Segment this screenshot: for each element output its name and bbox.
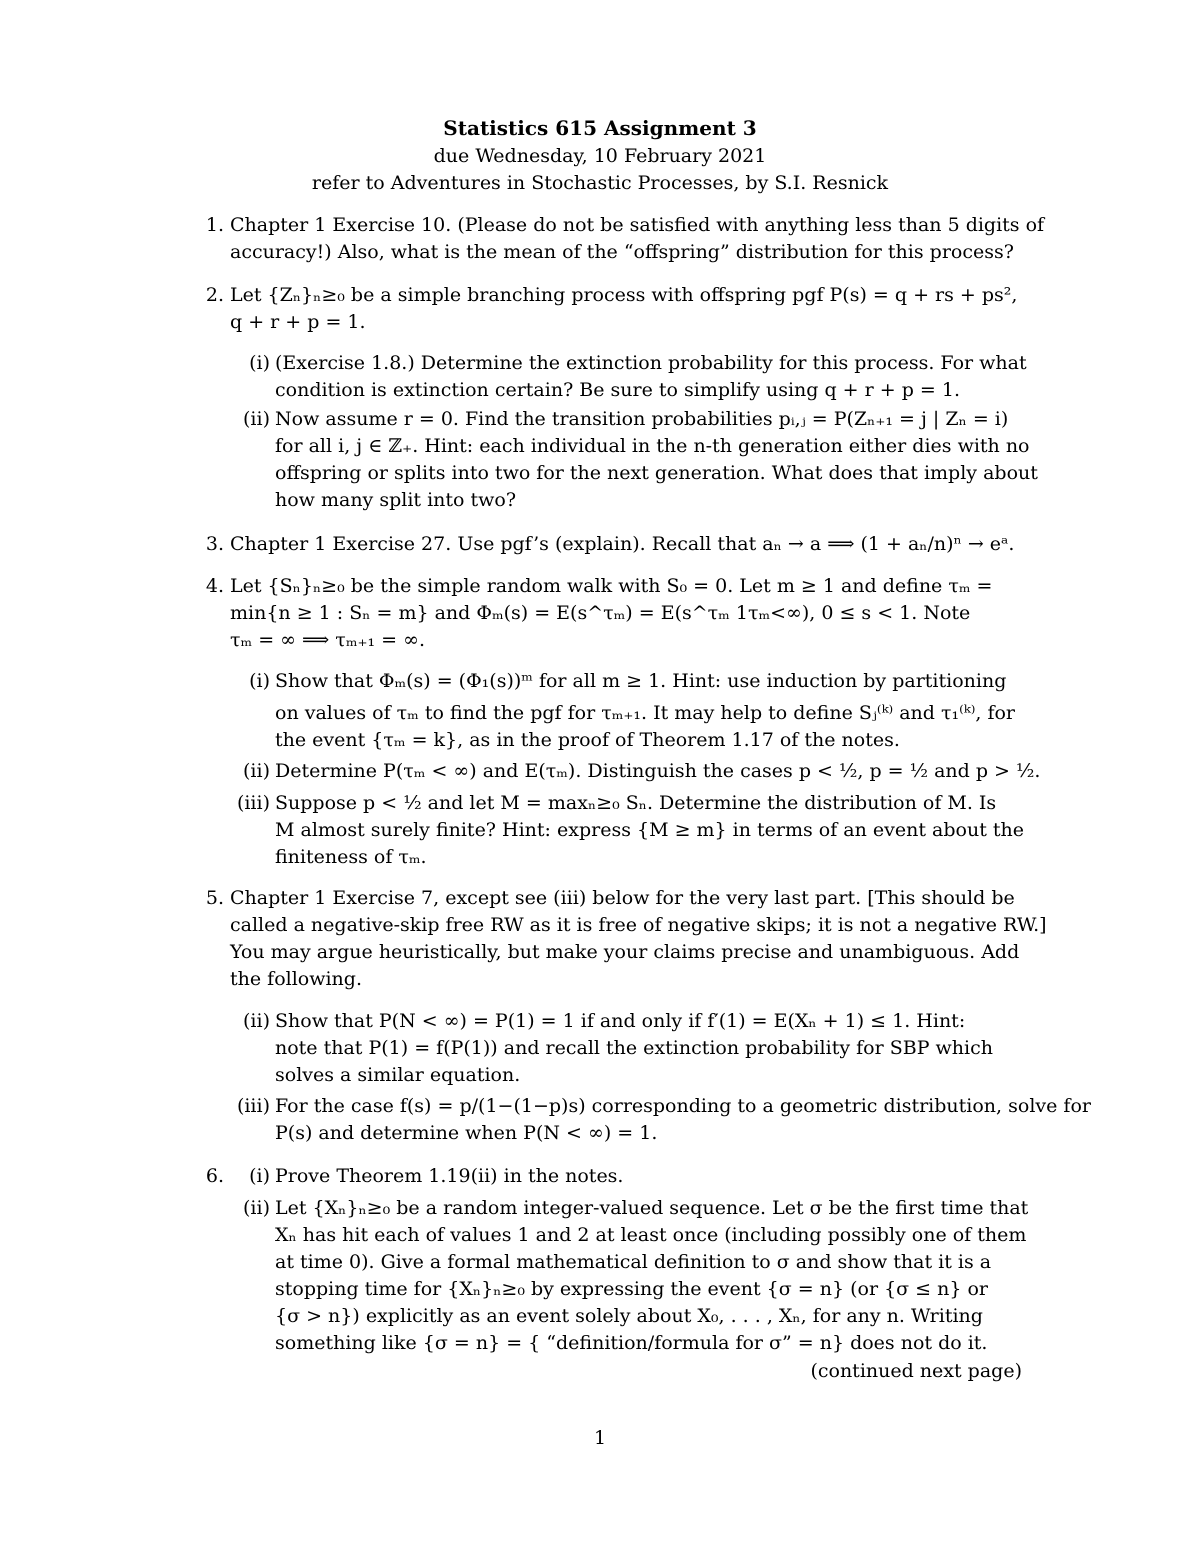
text-line: finiteness of τₘ.: [275, 846, 427, 868]
subpart-text: [275, 790, 1022, 871]
subpart-text: [275, 758, 1041, 785]
text-line: how many split into two?: [275, 489, 517, 511]
subpart-text: [275, 406, 1038, 514]
subpart-text: [275, 668, 1022, 754]
subpart-label: (i): [249, 670, 270, 692]
text-line: Let {Sₙ}ₙ≥₀ be the simple random walk with S₀ = 0. Let m ≥ 1 and define τₘ =: [230, 575, 993, 597]
text-line: Let {Xₙ}ₙ≥₀ be a random integer-valued sequence. Let σ be the first time that: [275, 1197, 1029, 1219]
subpart-label: (ii): [243, 1010, 270, 1032]
text-line: note that P(1) = f(P(1)) and recall the extinction probability for SBP which: [275, 1037, 993, 1059]
problem-number: 5.: [205, 887, 224, 909]
text-line: Now assume r = 0. Find the transition probabilities pᵢ,ⱼ = P(Zₙ₊₁ = j | Zₙ = i): [275, 408, 1009, 430]
problem-text: [230, 282, 1022, 336]
problem-number: 6.: [205, 1165, 224, 1187]
text-line: something like {σ = n} = { “definition/formula for σ” = n} does not do it.: [275, 1332, 988, 1354]
text-line: solves a similar equation.: [275, 1064, 521, 1086]
text-line: Prove Theorem 1.19(ii) in the notes.: [275, 1165, 624, 1187]
text-line: Chapter 1 Exercise 10. (Please do not be satisfied with anything less than 5 digits of: [230, 214, 1045, 236]
subpart-label: (ii): [243, 760, 270, 782]
subpart-label: (ii): [243, 408, 270, 430]
problem-text: [230, 573, 1022, 654]
text-line: accuracy!) Also, what is the mean of the “offspring” distribution for this process?: [230, 241, 1014, 263]
subpart-label: (iii): [236, 1095, 270, 1117]
problem-text: [230, 885, 1047, 993]
subpart-text: [275, 350, 1027, 404]
text-line: {σ > n}) explicitly as an event solely about X₀, . . . , Xₙ, for any n. Writing: [275, 1305, 983, 1327]
problem-text: [230, 212, 1045, 266]
text-line: Suppose p < ½ and let M = maxₙ≥₀ Sₙ. Determine the distribution of M. Is: [275, 792, 997, 814]
text-line: (Exercise 1.8.) Determine the extinction probability for this process. For what: [275, 352, 1027, 374]
subpart-label: (iii): [236, 792, 270, 814]
text-line: Show that Φₘ(s) = (Φ₁(s))ᵐ for all m ≥ 1. Hint: use induction by partitioning: [275, 670, 1007, 692]
text-line: the following.: [230, 968, 362, 990]
text-line: offspring or splits into two for the next generation. What does that imply about: [275, 462, 1038, 484]
subpart-text: [275, 1195, 1029, 1357]
text-line: Chapter 1 Exercise 7, except see (iii) below for the very last part. [This should be: [230, 887, 1015, 909]
problem-number: 4.: [205, 575, 224, 597]
subpart-label: (i): [249, 1165, 270, 1187]
due-date: due Wednesday, 10 February 2021: [433, 145, 767, 167]
text-line: on values of τₘ to find the pgf for τₘ₊₁. It may help to define Sⱼ⁽ᵏ⁾ and τ₁⁽ᵏ⁾, for: [275, 702, 1015, 724]
text-line: Xₙ has hit each of values 1 and 2 at least once (including possibly one of them: [275, 1224, 1027, 1246]
continued-note: (continued next page): [810, 1360, 1022, 1382]
problem-number: 2.: [205, 284, 224, 306]
subpart-label: (i): [249, 352, 270, 374]
text-line: You may argue heuristically, but make your claims precise and unambiguous. Add: [230, 941, 1020, 963]
text-line: Let {Zₙ}ₙ≥₀ be a simple branching process with offspring pgf P(s) = q + rs + ps²,: [230, 284, 1018, 306]
subpart-text: [275, 1093, 1091, 1147]
text-line: q + r + p = 1.: [230, 311, 366, 333]
text-line: For the case f(s) = p/(1−(1−p)s) corresponding to a geometric distribution, solve for: [275, 1095, 1091, 1117]
text-line: τₘ = ∞ ⟹ τₘ₊₁ = ∞.: [230, 629, 425, 651]
reference-line: refer to Adventures in Stochastic Processes, by S.I. Resnick: [311, 172, 889, 194]
text-line: Show that P(N < ∞) = P(1) = 1 if and only if f′(1) = E(Xₙ + 1) ≤ 1. Hint:: [275, 1010, 966, 1032]
text-line: called a negative-skip free RW as it is free of negative skips; it is not a negative RW.]: [230, 914, 1047, 936]
text-line: P(s) and determine when P(N < ∞) = 1.: [275, 1122, 658, 1144]
text-line: M almost surely finite? Hint: express {M ≥ m} in terms of an event about the: [275, 819, 1024, 841]
page-number: 1: [593, 1427, 607, 1449]
problem-number: 1.: [205, 214, 224, 236]
text-line: the event {τₘ = k}, as in the proof of Theorem 1.17 of the notes.: [275, 729, 900, 751]
text-line: min{n ≥ 1 : Sₙ = m} and Φₘ(s) = E(s^τₘ) = E(s^τₘ 1τₘ<∞), 0 ≤ s < 1. Note: [230, 602, 971, 624]
text-line: Determine P(τₘ < ∞) and E(τₘ). Distinguish the cases p < ½, p = ½ and p > ½.: [275, 760, 1041, 782]
subpart-text: [275, 1163, 1022, 1190]
subpart-text: [275, 1008, 1022, 1089]
problem-number: 3.: [205, 533, 224, 555]
text-line: stopping time for {Xₙ}ₙ≥₀ by expressing the event {σ = n} (or {σ ≤ n} or: [275, 1278, 989, 1300]
assignment-title: Statistics 615 Assignment 3: [443, 116, 757, 140]
text-line: Chapter 1 Exercise 27. Use pgf’s (explain). Recall that aₙ → a ⟹ (1 + aₙ/n)ⁿ → eᵃ.: [230, 533, 1015, 555]
subpart-label: (ii): [243, 1197, 270, 1219]
text-line: at time 0). Give a formal mathematical definition to σ and show that it is a: [275, 1251, 992, 1273]
text-line: for all i, j ∈ ℤ₊. Hint: each individual in the n-th generation either dies with no: [275, 435, 1030, 457]
problem-text: [230, 531, 1022, 558]
text-line: condition is extinction certain? Be sure to simplify using q + r + p = 1.: [275, 379, 961, 401]
